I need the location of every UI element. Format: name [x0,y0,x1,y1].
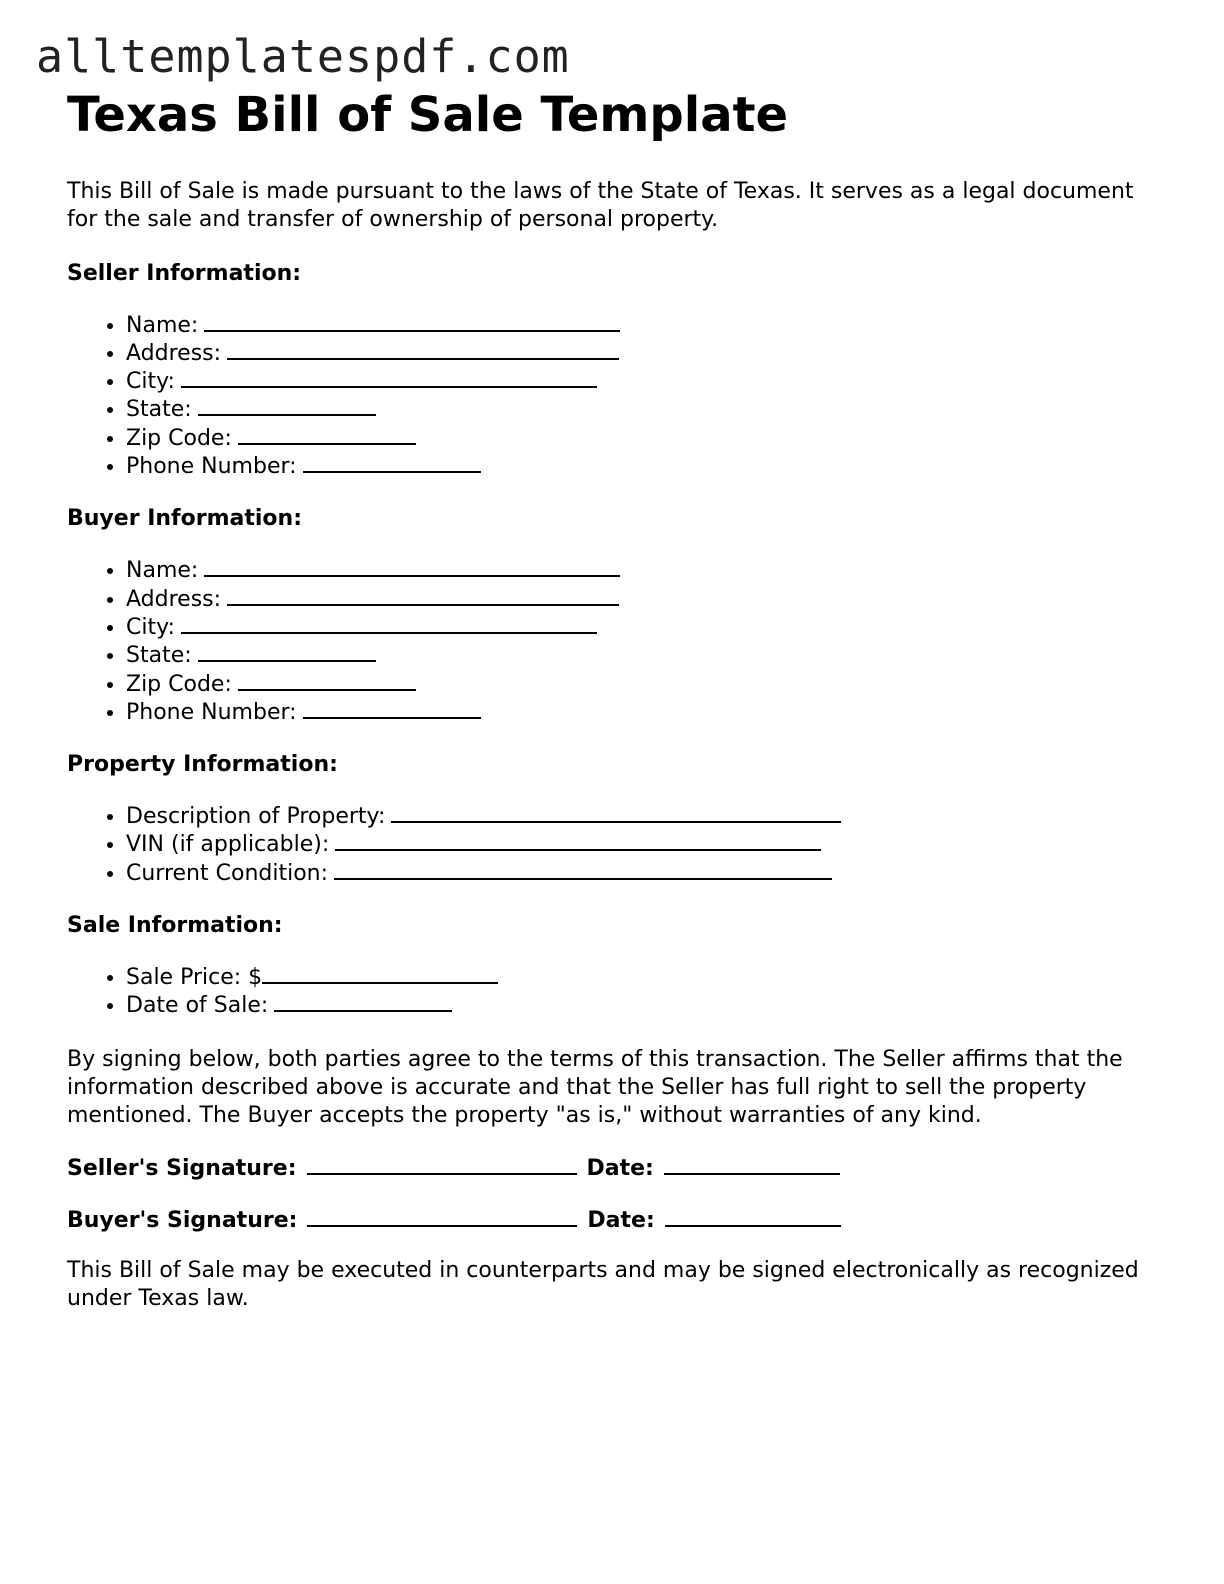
buyer-city-item [126,614,1167,642]
buyer-state-field[interactable] [198,644,376,662]
buyer-date-label: Date: [587,1207,655,1233]
sale-date-item [126,992,1167,1020]
field-label: Zip Code: [126,425,232,451]
document-page [67,88,1167,1313]
property-description-field[interactable] [391,805,841,823]
sale-price-item [126,964,1167,992]
seller-address-field[interactable] [227,342,619,360]
seller-city-field[interactable] [181,370,597,388]
agreement-paragraph: By signing below, both parties agree to the terms of this transaction. The Seller affirms that the information described above is accurate and that the Seller has full right to sell the property mentioned. The Buyer accepts the property "as is," without warranties of any kind. [67,1046,1123,1129]
footer-paragraph: This Bill of Sale may be executed in counterparts and may be signed electronically as recognized under Texas law. [67,1257,1139,1311]
buyer-city-field[interactable] [181,616,597,634]
seller-name-item [126,312,1167,340]
seller-phone-field[interactable] [303,455,481,473]
seller-phone-item [126,453,1167,481]
buyer-zip-item [126,671,1167,699]
field-label: Name: [126,558,199,584]
buyer-name-field[interactable] [204,559,620,577]
property-description-item [126,803,1167,831]
field-label: Zip Code: [126,671,232,697]
property-section-heading: Property Information: [67,752,338,778]
seller-state-field[interactable] [198,398,376,416]
field-label: Address: [126,586,222,612]
field-label: Date of Sale: [126,993,269,1019]
property-condition-item [126,860,1167,888]
sale-fields-list [67,964,1167,1021]
buyer-signature-field[interactable] [307,1209,577,1227]
field-label: State: [126,397,192,423]
seller-address-item [126,340,1167,368]
buyer-date-field[interactable] [665,1209,841,1227]
field-label: City: [126,369,175,395]
buyer-state-item [126,642,1167,670]
seller-section-heading: Seller Information: [67,260,302,286]
document-title: Texas Bill of Sale Template [67,87,789,143]
property-condition-field[interactable] [334,862,832,880]
buyer-section-heading: Buyer Information: [67,506,302,532]
intro-paragraph: This Bill of Sale is made pursuant to the laws of the State of Texas. It serves as a legal document for the sale and transfer of ownership of personal property. [67,179,1134,233]
seller-signature-line [67,1155,1167,1183]
seller-name-field[interactable] [204,314,620,332]
property-vin-field[interactable] [335,833,821,851]
seller-date-field[interactable] [664,1157,840,1175]
sale-price-field[interactable] [262,966,498,984]
seller-zip-field[interactable] [238,427,416,445]
seller-state-item [126,396,1167,424]
field-label: Description of Property: [126,804,386,830]
buyer-fields-list [67,557,1167,727]
seller-date-label: Date: [586,1155,654,1181]
watermark: alltemplatespdf.com [36,30,570,83]
field-label: VIN (if applicable): [126,832,330,858]
buyer-phone-item [126,699,1167,727]
seller-zip-item [126,425,1167,453]
seller-signature-field[interactable] [307,1157,577,1175]
buyer-zip-field[interactable] [238,673,416,691]
field-label: Phone Number: [126,454,297,480]
buyer-name-item [126,557,1167,585]
sale-section-heading: Sale Information: [67,913,283,939]
seller-city-item [126,368,1167,396]
buyer-address-item [126,586,1167,614]
sale-date-field[interactable] [274,994,452,1012]
buyer-address-field[interactable] [227,588,619,606]
property-fields-list [67,803,1167,888]
buyer-signature-line [67,1207,1167,1235]
seller-signature-label: Seller's Signature: [67,1155,297,1181]
field-label: City: [126,614,175,640]
property-vin-item [126,831,1167,859]
field-label: Name: [126,312,199,338]
field-label: State: [126,643,192,669]
buyer-phone-field[interactable] [303,701,481,719]
field-label: Current Condition: [126,860,329,886]
seller-fields-list [67,312,1167,482]
field-label: Phone Number: [126,699,297,725]
buyer-signature-label: Buyer's Signature: [67,1207,298,1233]
field-label: Address: [126,340,222,366]
field-label: Sale Price: $ [126,965,263,991]
